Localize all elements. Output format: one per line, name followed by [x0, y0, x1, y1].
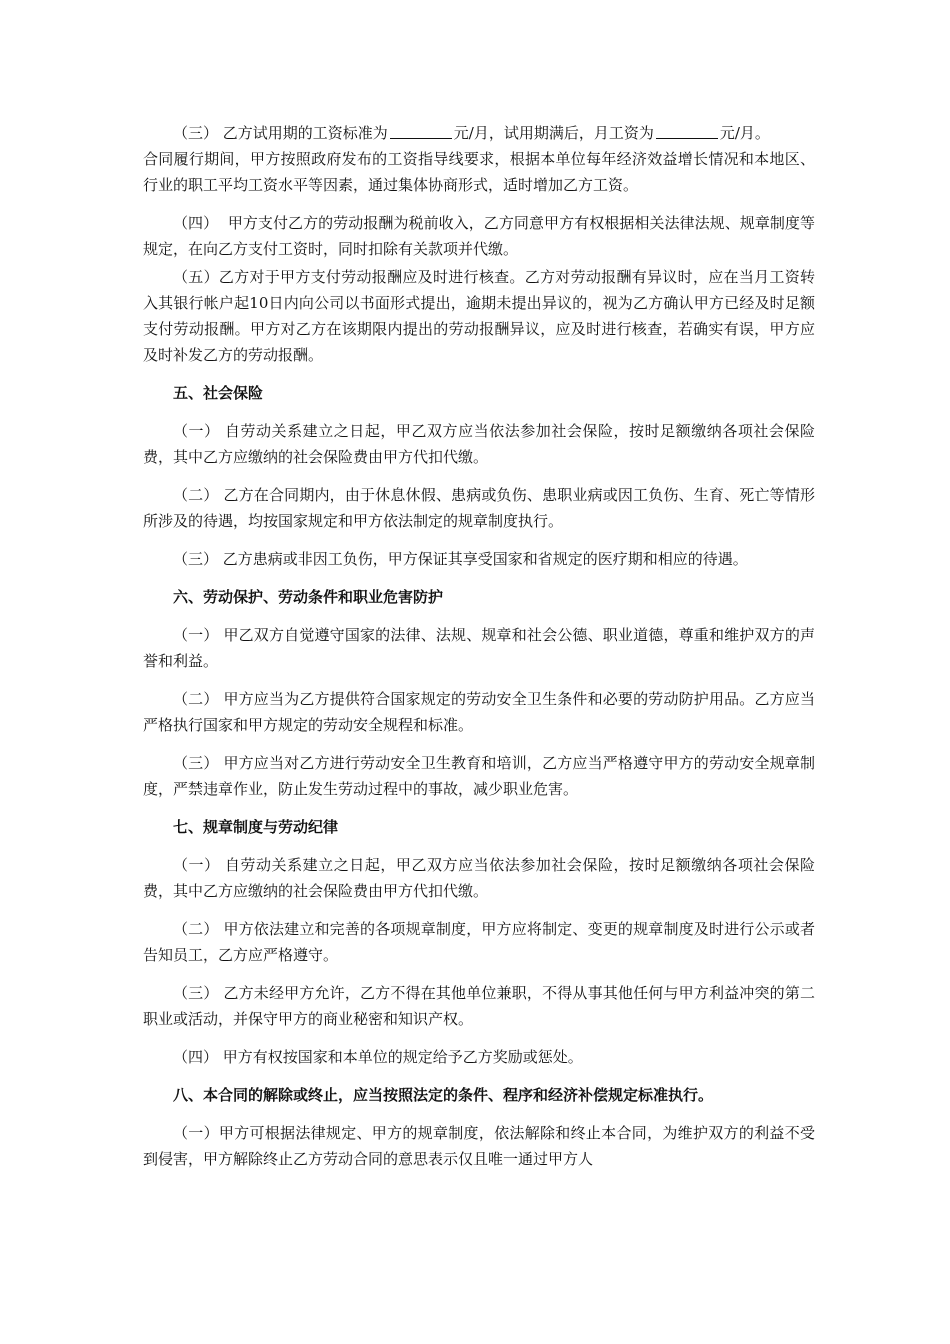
paragraph-salary-verification: （五）乙方对于甲方支付劳动报酬应及时进行核查。乙方对劳动报酬有异议时，应在当月工资转入其银行帐户起10日内向公司以书面形式提出，逾期未提出异议的，视为乙方确认甲方已经及时足额支付劳动报酬。甲方对乙方在该期限内提出的劳动报酬异议，应及时进行核查，若确实有误，甲方应及时补发乙方的劳动报酬。	[143, 268, 815, 364]
paragraph-social-insurance-1: （一） 自劳动关系建立之日起，甲乙双方应当依法参加社会保险，按时足额缴纳各项社会保险费，其中乙方应缴纳的社会保险费由甲方代扣代缴。	[143, 422, 815, 466]
paragraph-rules-1: （一） 自劳动关系建立之日起，甲乙双方应当依法参加社会保险，按时足额缴纳各项社会保险费，其中乙方应缴纳的社会保险费由甲方代扣代缴。	[143, 856, 815, 900]
paragraph-text: （三） 乙方试用期的工资标准为	[173, 124, 388, 142]
paragraph-labor-protection-3: （三） 甲方应当对乙方进行劳动安全卫生教育和培训，乙方应当严格遵守甲方的劳动安全规章制度，严禁违章作业，防止发生劳动过程中的事故，减少职业危害。	[143, 754, 815, 798]
paragraph-termination-1: （一）甲方可根据法律规定、甲方的规章制度，依法解除和终止本合同，为维护双方的利益不受到侵害，甲方解除终止乙方劳动合同的意思表示仅且唯一通过甲方人	[143, 1124, 815, 1168]
blank-field-monthly-salary	[656, 124, 718, 139]
paragraph-labor-protection-1: （一） 甲乙双方自觉遵守国家的法律、法规、规章和社会公德、职业道德，尊重和维护双方的声誉和利益。	[143, 626, 815, 670]
paragraph-salary-probation	[143, 120, 815, 146]
section-heading-labor-protection: 六、劳动保护、劳动条件和职业危害防护	[173, 588, 444, 606]
section-heading-social-insurance: 五、社会保险	[173, 384, 264, 402]
paragraph-salary-adjustment: 合同履行期间，甲方按照政府发布的工资指导线要求，根据本单位每年经济效益增长情况和本地区、行业的职工平均工资水平等因素，通过集体协商形式，适时增加乙方工资。	[143, 150, 815, 194]
paragraph-rules-4: （四） 甲方有权按国家和本单位的规定给予乙方奖励或惩处。	[173, 1048, 583, 1066]
paragraph-text: 元/月。	[719, 124, 770, 142]
section-heading-termination: 八、本合同的解除或终止，应当按照法定的条件、程序和经济补偿规定标准执行。	[173, 1086, 714, 1104]
document-body	[143, 120, 815, 1172]
paragraph-rules-3: （三） 乙方未经甲方允许，乙方不得在其他单位兼职，不得从事其他任何与甲方利益冲突的第二职业或活动，并保守甲方的商业秘密和知识产权。	[143, 984, 815, 1028]
paragraph-labor-protection-2: （二） 甲方应当为乙方提供符合国家规定的劳动安全卫生条件和必要的劳动防护用品。乙方应当严格执行国家和甲方规定的劳动安全规程和标准。	[143, 690, 815, 734]
section-heading-rules-discipline: 七、规章制度与劳动纪律	[173, 818, 339, 836]
paragraph-social-insurance-2: （二） 乙方在合同期内，由于休息休假、患病或负伤、患职业病或因工负伤、生育、死亡等情形所涉及的待遇，均按国家规定和甲方依法制定的规章制度执行。	[143, 486, 815, 530]
paragraph-text: 元/月，试用期满后，月工资为	[453, 124, 654, 142]
paragraph-social-insurance-3: （三） 乙方患病或非因工负伤，甲方保证其享受国家和省规定的医疗期和相应的待遇。	[173, 550, 748, 568]
paragraph-rules-2: （二） 甲方依法建立和完善的各项规章制度，甲方应将制定、变更的规章制度及时进行公示或者告知员工，乙方应严格遵守。	[143, 920, 815, 964]
paragraph-tax-deduction: （四） 甲方支付乙方的劳动报酬为税前收入，乙方同意甲方有权根据相关法律法规、规章制度等规定，在向乙方支付工资时，同时扣除有关款项并代缴。	[143, 214, 815, 258]
blank-field-probation-salary	[390, 124, 452, 139]
